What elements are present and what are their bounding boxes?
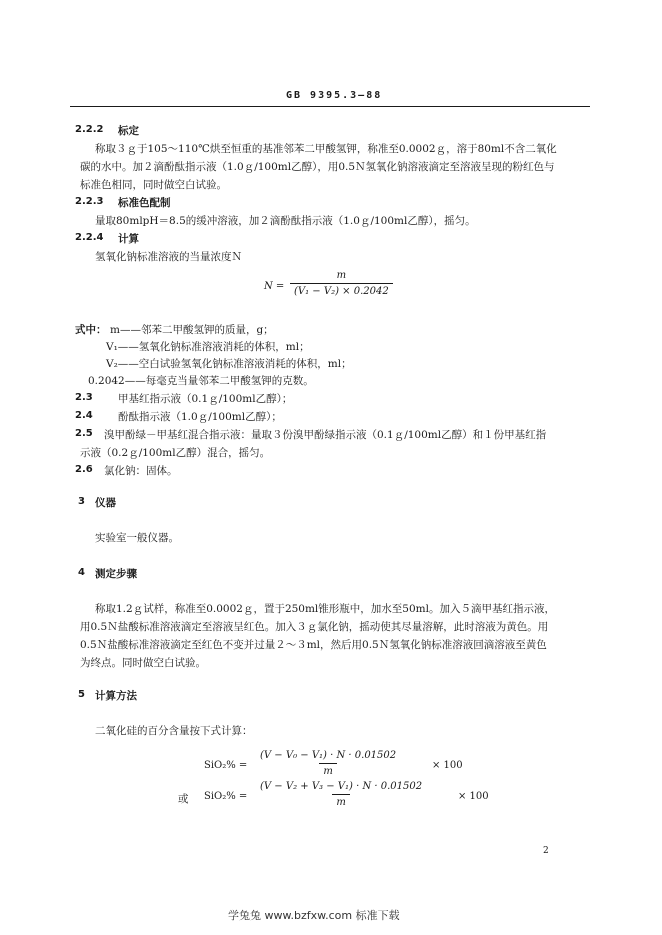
- formula-tail: × 100: [432, 760, 463, 771]
- formula-lhs: SiO₂% =: [204, 791, 248, 802]
- section-title: 仪器: [95, 497, 116, 509]
- section-number: 2.4: [75, 410, 93, 421]
- where-item: m——邻苯二甲酸氢钾的质量，g；: [110, 324, 274, 336]
- paragraph-line: 称取３ｇ于105～110℃烘至恒重的基准邻苯二甲酸氢钾，称准至0.0002ｇ，溶于80ml不含二氧化: [95, 143, 557, 155]
- paragraph-line: 二氧化硅的百分含量按下式计算：: [95, 725, 253, 737]
- paragraph-line: 溴甲酚绿－甲基红混合指示液：量取３份溴甲酚绿指示液（0.1ｇ/100ml乙醇）和１份甲基红指: [104, 429, 547, 441]
- formula-numerator: (V − V₀ − V₁) · N · 0.01502: [260, 750, 397, 761]
- section-number: 2.5: [75, 428, 93, 439]
- formula-numerator: (V − V₂ + V₃ − V₁) · N · 0.01502: [260, 781, 423, 792]
- where-item: V₁——氢氧化钠标准溶液消耗的体积，ml；: [106, 341, 310, 353]
- where-item: V₂——空白试验氢氧化钠标准溶液消耗的体积，ml；: [106, 358, 352, 370]
- section-title: 计算: [118, 233, 139, 245]
- page-number: 2: [543, 846, 549, 856]
- section-number: 4: [78, 567, 85, 578]
- paragraph-line: 称取1.2ｇ试样，称准至0.0002ｇ，置于250ml锥形瓶中，加水至50ml。加入５滴甲基红指示液，: [95, 603, 555, 615]
- section-number: 2.2.2: [75, 124, 104, 135]
- formula-fraction: [256, 781, 426, 808]
- paragraph-line: 0.5Ｎ盐酸标准溶液滴定至红色不变并过量２～３ml，然后用0.5Ｎ氢氧化钠标准溶液回滴溶液至黄色: [80, 639, 547, 651]
- where-item: 0.2042——每毫克当量邻苯二甲酸氢钾的克数。: [88, 375, 314, 387]
- section-title: 标定: [118, 125, 139, 137]
- paragraph-line: 标准色相同，同时做空白试验。: [80, 179, 227, 191]
- formula-denominator: m: [332, 794, 349, 808]
- paragraph-line: 甲基红指示液（0.1ｇ/100ml乙醇）；: [118, 393, 293, 405]
- section-number: 2.2.3: [75, 196, 104, 207]
- formula-fraction: [256, 750, 400, 777]
- section-title: 测定步骤: [95, 568, 137, 580]
- paragraph-line: 为终点。同时做空白试验。: [80, 657, 206, 669]
- section-number: 3: [78, 496, 85, 507]
- where-lead: 式中：: [75, 324, 107, 336]
- paragraph-line: 实验室一般仪器。: [95, 532, 179, 544]
- formula-numerator: m: [336, 270, 347, 281]
- formula-lhs: N =: [264, 281, 285, 292]
- standard-code-header: GB 9395.3—88: [286, 90, 383, 101]
- paragraph-line: 氯化钠：固体。: [104, 465, 178, 477]
- formula-denominator: m: [319, 763, 336, 777]
- section-number: 2.3: [75, 392, 93, 403]
- paragraph-line: 示液（0.2ｇ/100ml乙醇）混合，摇匀。: [80, 447, 271, 459]
- section-number: 2.6: [75, 464, 93, 475]
- paragraph-line: 量取80mlpH＝8.5的缓冲溶液，加２滴酚酞指示液（1.0ｇ/100ml乙醇），摇匀。: [95, 215, 476, 227]
- section-number: 2.2.4: [75, 232, 104, 243]
- paragraph-line: 碳的水中。加２滴酚酞指示液（1.0ｇ/100ml乙醇），用0.5Ｎ氢氧化钠溶液滴定至溶液呈现的粉红色与: [80, 161, 555, 173]
- formula-lhs: SiO₂% =: [204, 760, 248, 771]
- section-title: 标准色配制: [118, 197, 171, 209]
- section-title: 计算方法: [95, 690, 137, 702]
- formula-denominator: (V₁ − V₂) × 0.2042: [290, 283, 393, 297]
- header-rule: [70, 106, 590, 107]
- formula-tail: × 100: [458, 791, 489, 802]
- section-number: 5: [78, 689, 85, 700]
- paragraph-line: 氢氧化钠标准溶液的当量浓度Ｎ: [95, 251, 242, 263]
- or-word: 或: [178, 793, 189, 805]
- site-footer: 学兔兔 www.bzfxw.com 标准下载: [228, 909, 400, 922]
- paragraph-line: 用0.5Ｎ盐酸标准溶液滴定至溶液呈红色。加入３ｇ氯化钠，摇动使其尽量溶解，此时溶液为黄色。用: [80, 621, 549, 633]
- paragraph-line: 酚酞指示液（1.0ｇ/100ml乙醇）；: [118, 411, 282, 423]
- formula-fraction: [290, 270, 393, 297]
